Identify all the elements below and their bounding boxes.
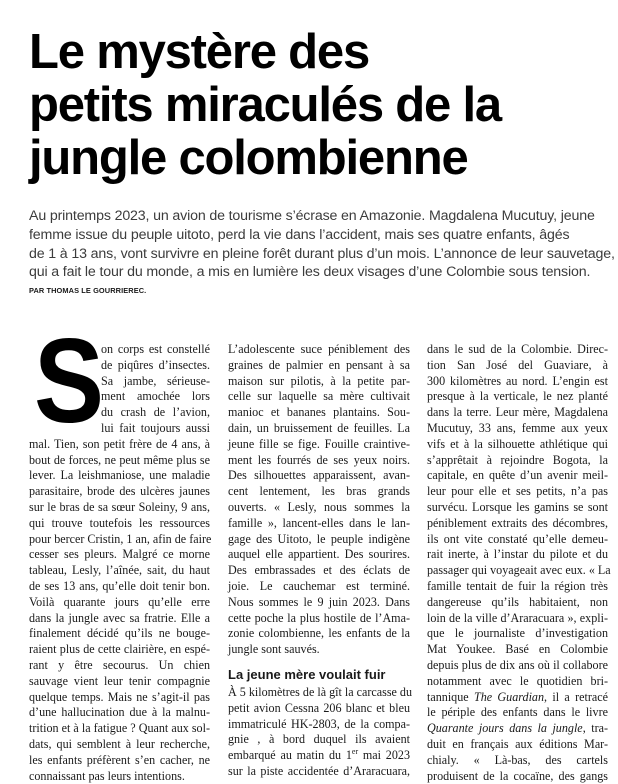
body-text-line: passager qui voyageait avec eux. « La xyxy=(427,563,611,578)
column-3 xyxy=(427,342,611,784)
body-text-line: rait inerte, à l’instar du pilote et du xyxy=(427,547,608,562)
body-text-line: raient plus de cette clairière, en espé- xyxy=(29,642,210,657)
body-text-line: zonie colombienne, les enfants de la xyxy=(228,626,410,641)
body-text-line: petit avion Cessna 206 blanc et bleu xyxy=(228,700,410,715)
body-text-line: dans le sud de la Colombie. Direc- xyxy=(427,342,608,356)
body-text-line: jungle sont sauvés. xyxy=(228,642,320,657)
title-line: jungle colombienne xyxy=(29,131,468,185)
body-text-line: leur pour elle et ses petits, n’a pas xyxy=(427,484,608,499)
lede-line: de 1 à 13 ans, vont survivre en pleine forêt durant plus d’un mois. L’annonce de leur sauvetage, xyxy=(29,245,615,262)
body-text-line: les enfants préfèrent s’en cacher, ne xyxy=(29,752,210,767)
body-text-line: dangereuse qu’ils habitaient, non xyxy=(427,594,608,609)
body-text-line: que le journaliste d’investigation xyxy=(427,626,608,641)
body-text-line: joie. Le cauchemar est terminé. xyxy=(228,578,410,593)
body-text-line: celle sur laquelle sa mère cultivait xyxy=(228,389,410,404)
body-text-line: d’une hallucination due à la malnu- xyxy=(29,705,210,720)
body-text-line: manioc et bananes plantains. Sou- xyxy=(228,405,410,420)
body-text-line: quelque temps. Mais ne s’agit-il pas xyxy=(29,689,210,704)
body-text-line: graines de palmier en pensant à sa xyxy=(228,357,410,372)
body-text-line: Voilà quarante jours qu’elle erre xyxy=(29,594,210,609)
body-text-line: duit en français aux éditions Mar- xyxy=(427,736,608,751)
body-text-line: loin de la ville d’Araracuara », expli- xyxy=(427,610,608,625)
body-text-line: 300 kilomètres au nord. L’engin est xyxy=(427,373,608,388)
body-text-line: on corps est constellé xyxy=(101,342,210,356)
body-text-line: péniblement extraits des décombres, xyxy=(427,515,608,530)
body-text-line: ment les fourrés de ses yeux noirs. xyxy=(228,452,410,467)
body-text-line: Nous sommes le 9 juin 2023. Dans xyxy=(228,594,410,609)
body-text-line: Mucutuy, 33 ans, femme aux yeux xyxy=(427,420,608,435)
body-text-line: s’apprêtait à rejoindre Bogota, la xyxy=(427,452,608,467)
body-text-line: qui trouve toutefois les ressources xyxy=(29,515,210,530)
body-text-line: produisent de la cocaïne, des gangs xyxy=(427,768,608,783)
article-title xyxy=(29,26,614,185)
body-text-line: ment amochée lors xyxy=(101,389,210,404)
lede-line: femme issue du peuple uitoto, perd la vie dans l’accident, mais ses quatre enfants, âgés xyxy=(29,226,570,243)
body-text-line: pour bercer Cristin, 1 an, afin de faire xyxy=(29,531,212,546)
body-text-line: trition et à la fatigue ? Quant aux sol- xyxy=(29,721,210,736)
body-text-line: finalement décidé qu’ils ne bouge- xyxy=(29,626,210,641)
body-text-line: À 5 kilomètres de là gît la carcasse du xyxy=(228,684,413,699)
body-text-line: jeune fille se fige. Fouille craintive- xyxy=(228,436,410,451)
body-text-line: rant y être secourus. Un chien xyxy=(29,657,210,672)
body-text-line: immatriculé HK-2803, de la compa- xyxy=(228,716,410,731)
byline: PAR THOMAS LE GOURRIEREC. xyxy=(29,286,147,295)
body-text-line: sur le bras de sa sœur Soleiny, 9 ans, xyxy=(29,499,210,514)
lede-line: qui a fait le tour du monde, a mis en lumière les deux visages d’une Colombie sous tension. xyxy=(29,264,591,281)
article-lede xyxy=(29,207,618,282)
body-text-line: embarqué au matin du 1er mai 2023 xyxy=(228,747,410,763)
body-text-line: lui fait toujours aussi xyxy=(101,420,210,435)
body-text-line: tion San José del Guaviare, à xyxy=(427,357,608,372)
dropcap-letter: S xyxy=(34,336,104,432)
body-text-line: maison sur pilotis, à la petite par- xyxy=(228,373,410,388)
body-text-line: dans la terre. Leur mère, Magdalena xyxy=(427,405,608,420)
body-text-line: Mat Youkee. Basé en Colombie xyxy=(427,642,608,657)
body-text-line: cette poche la plus hostile de l’Ama- xyxy=(228,610,410,625)
body-text-line: parasitaire, brode des ulcères jaunes xyxy=(29,484,210,499)
body-text-line: de piqûres d’insectes. xyxy=(101,357,210,372)
body-text-line: survécu. Lorsque les gamins se sont xyxy=(427,499,608,514)
title-line: Le mystère des xyxy=(29,25,370,79)
body-text-line: tannique The Guardian, il a retracé xyxy=(427,689,608,704)
body-text-line: presque à la verticale, le nez planté xyxy=(427,389,608,404)
body-text-line: Quarante jours dans la jungle, tra- xyxy=(427,721,608,736)
lede-line: Au printemps 2023, un avion de tourisme s’écrase en Amazonie. Magdalena Mucutuy, jeune xyxy=(29,208,595,224)
body-text-line: depuis plus de dix ans où il collabore xyxy=(427,657,608,672)
body-text-line: famille tentait de fuir la région très xyxy=(427,578,608,593)
body-text-line: cent lentement, les bras grands xyxy=(228,484,410,499)
body-text-line: connaissant pas leurs intentions. xyxy=(29,768,185,783)
title-line: petits miraculés de la xyxy=(29,78,501,132)
body-text-line: dans la jungle avec sa fratrie. Elle a xyxy=(29,610,210,625)
body-text-line: dain, un bruissement de feuilles. La xyxy=(228,420,410,435)
body-text-line: dats, qui semblent à leur recherche, xyxy=(29,736,210,751)
body-text-line: Sa jambe, sérieuse- xyxy=(101,373,210,388)
body-text-line: le périple des enfants dans le livre xyxy=(427,705,608,720)
body-text-line: notamment avec le quotidien bri- xyxy=(427,673,608,688)
section-subheading: La jeune mère voulait fuir xyxy=(228,666,386,682)
body-text-line: tableau, Lesly, l’aînée, sait, du haut xyxy=(29,563,210,578)
body-text-line: sur la piste accidentée d’Araracuara, xyxy=(228,763,410,778)
column-2 xyxy=(228,342,413,780)
body-text-line: mal. Tien, son petit frère de 4 ans, à xyxy=(29,436,210,451)
body-text-line: Des silhouettes apparaissent, avan- xyxy=(228,468,410,483)
body-text-line: Des embrassades et des éclats de xyxy=(228,563,410,578)
body-text-line: bout de forces, ne peut même plus se xyxy=(29,452,210,467)
body-text-line: sauvage vient leur tenir compagnie xyxy=(29,673,210,688)
body-text-line: auquel elle appartient. Des sourires. xyxy=(228,547,410,562)
body-text-line: ils ont vite constaté qu’elle demeu- xyxy=(427,531,608,546)
body-text-line: capitale, en quête d’un avenir meil- xyxy=(427,468,608,483)
body-text-line: vifs et à la silhouette athlétique qui xyxy=(427,436,608,451)
body-text-line: ouverts. « Lesly, nous sommes la xyxy=(228,499,410,514)
body-text-line: lever. La leishmaniose, une maladie xyxy=(29,468,210,483)
body-text-line: gnie , à bord duquel ils avaient xyxy=(228,732,410,747)
body-text-line: chialy. « Là-bas, des cartels xyxy=(427,752,608,767)
body-text-line: cesser ses pleurs. Malgré ce morne xyxy=(29,547,210,562)
body-text-line: L’adolescente suce péniblement des xyxy=(228,342,410,356)
body-text-line: famille », lancent-elles dans le lan- xyxy=(228,515,410,530)
column-1 xyxy=(29,342,210,784)
body-text-line: de ses 13 ans, qu’elle doit tenir bon. xyxy=(29,578,210,593)
body-text-line: gage des Uitoto, le peuple indigène xyxy=(228,531,410,546)
body-text-line: du crash de l’avion, xyxy=(101,405,210,420)
